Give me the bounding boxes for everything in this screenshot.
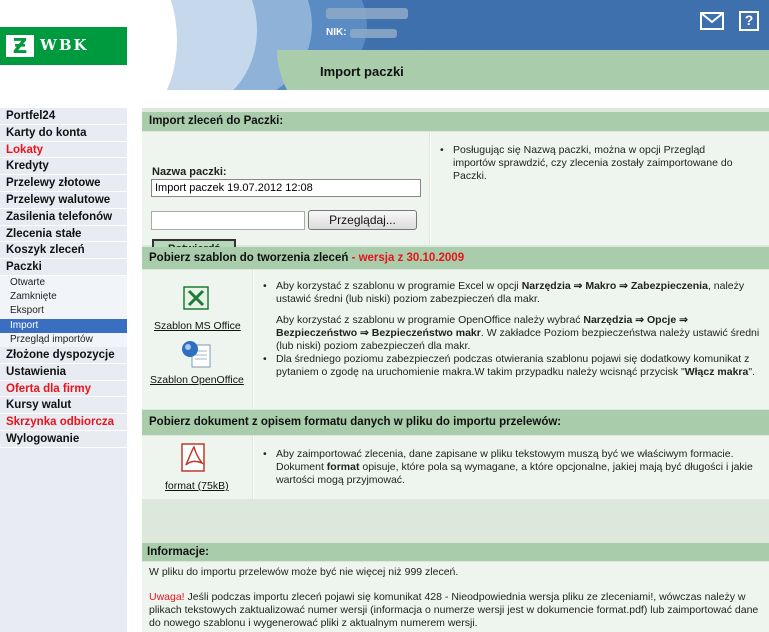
import-info-text: • Posługując się Nazwą paczki, można w opcji Przegląd importów sprawdzić, czy zlecenia zostały zaimportowane do Paczki. bbox=[431, 144, 739, 183]
logo-text: WBK bbox=[40, 36, 89, 54]
sidebar-item-paczki[interactable]: Paczki bbox=[0, 259, 127, 276]
user-name-redacted bbox=[326, 8, 408, 19]
openoffice-icon[interactable] bbox=[180, 339, 214, 369]
format-download-panel bbox=[142, 436, 252, 499]
sidebar-item-przelewy-zlotowe[interactable]: Przelewy złotowe bbox=[0, 175, 127, 192]
pdf-document-icon[interactable] bbox=[180, 443, 208, 473]
macro-prompt-instruction: • Dla średniego poziomu zabezpieczeń podczas otwierania szablonu pojawi się dodatkowy komunikat z pytaniem o zgodę na uruchomienie makra.W takim przypadku należy wcisnąć przycisk "Włącz makra". bbox=[254, 353, 761, 379]
template-version: - wersja z 30.10.2009 bbox=[348, 252, 465, 264]
sidebar-subitem-import[interactable]: Import bbox=[0, 319, 127, 333]
import-form-panel bbox=[142, 132, 429, 245]
sidebar-item-kredyty[interactable]: Kredyty bbox=[0, 158, 127, 175]
sidebar-item-koszyk-zlecen[interactable]: Koszyk zleceń bbox=[0, 242, 127, 259]
sidebar-nav bbox=[0, 108, 127, 632]
ms-office-template-link[interactable]: Szablon MS Office bbox=[154, 320, 241, 332]
excel-instruction: • Aby korzystać z szablonu w programie Excel w opcji Narzędzia ⇒ Makro ⇒ Zabezpieczenia, należy ustawić średni (lub niski) poziom zabezpieczeń dla makr. bbox=[254, 280, 761, 306]
sidebar-item-skrzynka-odbiorcza[interactable]: Skrzynka odbiorcza bbox=[0, 414, 127, 431]
openoffice-instruction: Aby korzystać z szablonu w programie OpenOffice należy wybrać Narzędzia ⇒ Opcje ⇒ Bezpieczeństwo ⇒ Bezpieczeństwo makr. W zakładce Poziom bezpieczeństwa należy ustawić średni (lub niski) poziom zabezpieczeń dla makr. bbox=[276, 314, 760, 352]
info-section-header bbox=[142, 543, 769, 561]
sidebar-item-kursy-walut[interactable]: Kursy walut bbox=[0, 397, 127, 414]
package-name-input[interactable] bbox=[151, 179, 421, 197]
nik-label: NIK: bbox=[326, 27, 347, 38]
page-title: Import paczki bbox=[320, 64, 404, 79]
sidebar-item-lokaty[interactable]: Lokaty bbox=[0, 142, 127, 159]
wbk-logo bbox=[0, 27, 127, 65]
sidebar-item-zlecenia-stale[interactable]: Zlecenia stałe bbox=[0, 226, 127, 243]
sidebar-item-wylogowanie[interactable]: Wylogowanie bbox=[0, 431, 127, 448]
import-section-header bbox=[142, 112, 769, 131]
info-max-orders: W pliku do importu przelewów może być nie więcej niż 999 zleceń. bbox=[149, 566, 459, 578]
template-downloads-panel bbox=[142, 270, 252, 409]
sidebar-item-ustawienia[interactable]: Ustawienia bbox=[0, 364, 127, 381]
warning-text: Jeśli podczas importu zleceń pojawi się komunikat 428 - Nieodpowiednia wersja pliku ze zleceniami!, wówczas należy w plikach tekstowych zaktualizować numer wersji (informacja o numerze wersji jest w dokumencie format.pdf) lub zaimportować dane do nowego szablonu i wygenerować pliki z aktualnym numerem wersji. bbox=[149, 591, 759, 629]
mail-icon[interactable] bbox=[700, 12, 724, 30]
sidebar-item-oferta-dla-firmy[interactable]: Oferta dla firmy bbox=[0, 381, 127, 398]
main-content bbox=[142, 108, 769, 632]
sidebar-item-portfel24[interactable]: Portfel24 bbox=[0, 108, 127, 125]
sidebar-subitem-eksport[interactable]: Eksport bbox=[0, 304, 127, 318]
info-section-title: Informacje: bbox=[147, 546, 209, 558]
excel-icon[interactable] bbox=[182, 285, 210, 311]
sidebar-item-karty-do-konta[interactable]: Karty do konta bbox=[0, 125, 127, 142]
openoffice-template-link[interactable]: Szablon OpenOffice bbox=[150, 374, 244, 386]
sidebar-subitem-przeglad-importow[interactable]: Przegląd importów bbox=[0, 333, 127, 347]
info-panel bbox=[142, 562, 769, 632]
import-section-title: Import zleceń do Paczki: bbox=[149, 115, 284, 127]
sidebar-item-zlozone-dyspozycje[interactable]: Złożone dyspozycje bbox=[0, 347, 127, 364]
package-name-label: Nazwa paczki: bbox=[152, 166, 227, 178]
sidebar-subitem-otwarte[interactable]: Otwarte bbox=[0, 276, 127, 290]
nik-value-redacted bbox=[350, 29, 397, 38]
import-info-panel bbox=[431, 132, 769, 245]
template-section-header bbox=[142, 247, 769, 269]
header bbox=[0, 0, 769, 90]
format-section-header bbox=[142, 410, 769, 435]
warning-label: Uwaga! bbox=[149, 591, 185, 603]
header-decoration bbox=[127, 0, 769, 90]
template-instructions-panel bbox=[254, 270, 769, 409]
format-section-title: Pobierz dokument z opisem formatu danych w pliku do importu przelewów: bbox=[149, 416, 562, 428]
template-section-title: Pobierz szablon do tworzenia zleceń bbox=[149, 252, 349, 264]
format-instructions-panel bbox=[254, 436, 769, 499]
format-instruction: • Aby zaimportować zlecenia, dane zapisane w pliku tekstowym muszą być we właściwym formacie. Dokument format opisuje, które pola są wymagane, a które opcjonalne, jakiej mają być długości i jakie wartości mogą przyjmować. bbox=[254, 448, 755, 487]
sidebar-item-przelewy-walutowe[interactable]: Przelewy walutowe bbox=[0, 192, 127, 209]
sidebar-item-zasilenia-telefonow[interactable]: Zasilenia telefonów bbox=[0, 209, 127, 226]
logo-mark: Ƶ bbox=[6, 35, 34, 57]
help-icon[interactable]: ? bbox=[739, 11, 759, 31]
sidebar-subitem-zamkniete[interactable]: Zamknięte bbox=[0, 290, 127, 304]
browse-button[interactable]: Przeglądaj... bbox=[308, 210, 417, 230]
info-warning bbox=[149, 591, 759, 630]
file-path-input[interactable] bbox=[151, 211, 305, 230]
format-document-link[interactable]: format (75kB) bbox=[165, 480, 229, 492]
